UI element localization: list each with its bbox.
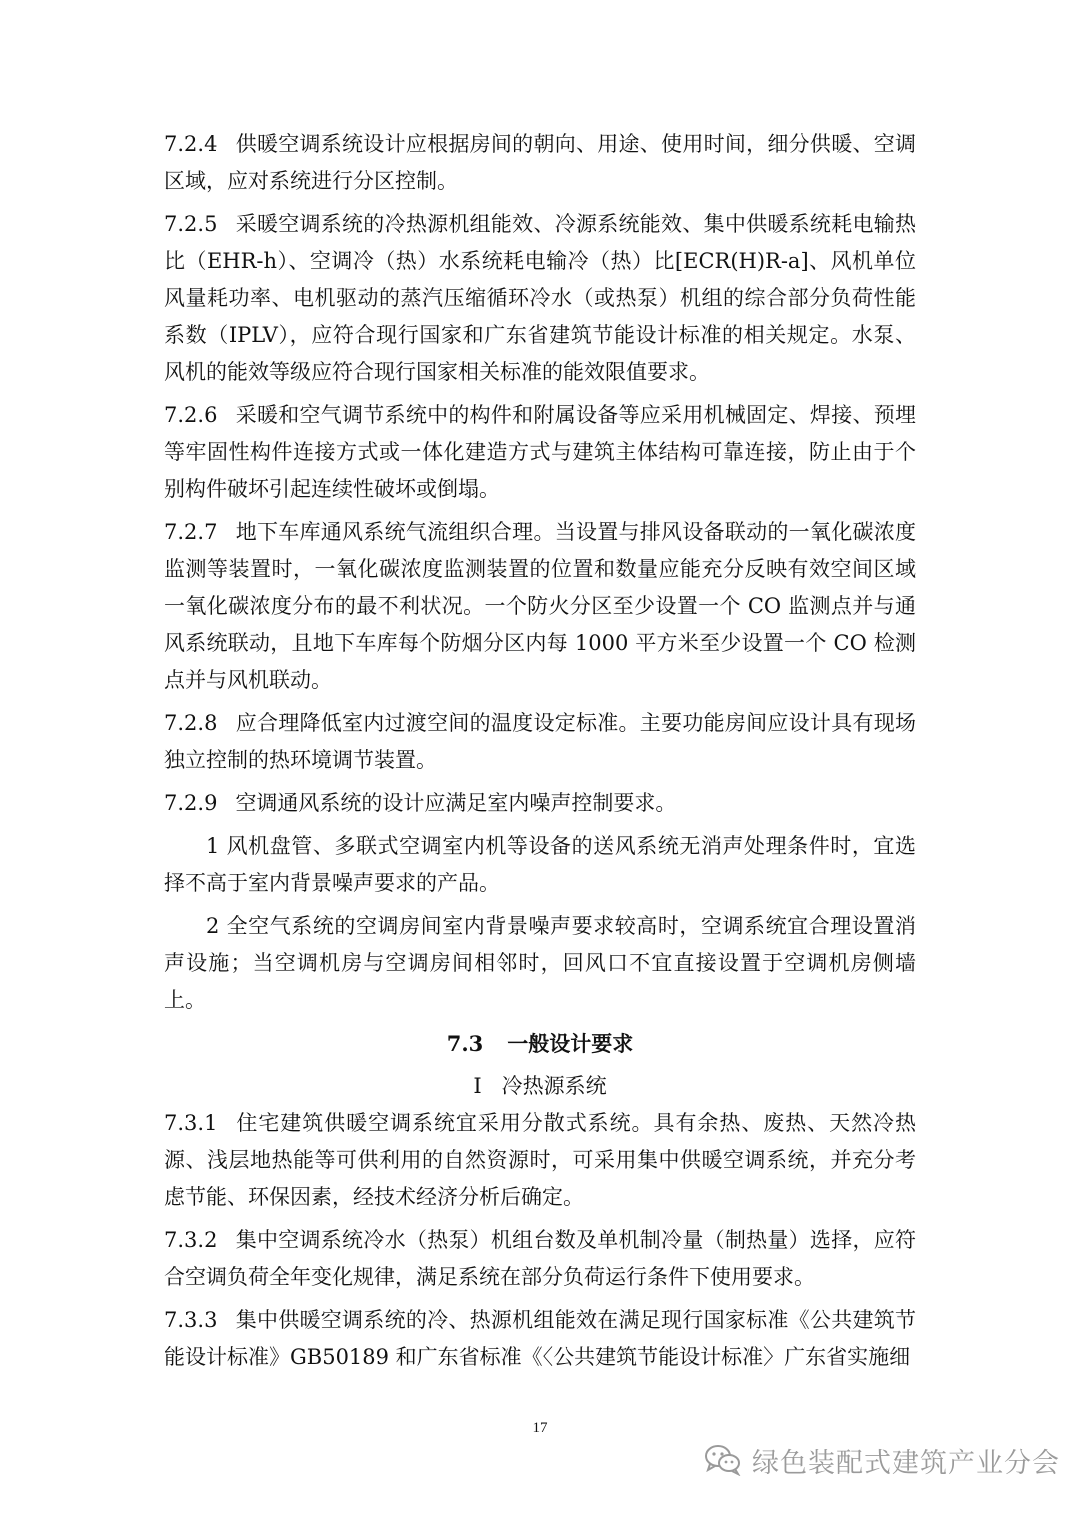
clause-number: 7.2.4: [164, 132, 218, 156]
wechat-icon: [704, 1444, 742, 1476]
subsection-title: 冷热源系统: [501, 1074, 607, 1098]
list-item-1: 1 风机盘管、多联式空调室内机等设备的送风系统无消声处理条件时，宜选择不高于室内背景噪声要求的产品。: [164, 834, 916, 895]
clause-number: 7.2.6: [164, 403, 218, 427]
clause-number: 7.2.9: [164, 791, 218, 815]
clause-7-3-1: [164, 1105, 916, 1216]
clause-7-2-5: [164, 206, 916, 391]
clause-7-3-3: [164, 1302, 916, 1376]
clause-text: 集中空调系统冷水（热泵）机组台数及单机制冷量（制热量）选择，应符合空调负荷全年变化规律，满足系统在部分负荷运行条件下使用要求。: [164, 1228, 916, 1289]
clause-number: 7.3.2: [164, 1228, 218, 1252]
section-title: 一般设计要求: [507, 1031, 634, 1056]
clause-7-2-8: [164, 705, 916, 779]
clause-7-2-4: [164, 126, 916, 200]
watermark-text: 绿色装配式建筑产业分会: [752, 1447, 1060, 1479]
subsection-heading: [164, 1068, 916, 1105]
clause-7-2-9: [164, 785, 916, 822]
section-number: 7.3: [446, 1031, 484, 1056]
clause-number: 7.3.1: [164, 1111, 218, 1135]
subsection-number: Ⅰ: [473, 1074, 482, 1098]
section-heading: [164, 1025, 916, 1062]
clause-7-3-2: [164, 1222, 916, 1296]
clause-text: 空调通风系统的设计应满足室内噪声控制要求。: [235, 791, 677, 815]
clause-number: 7.2.5: [164, 212, 218, 236]
clause-text: 地下车库通风系统气流组织合理。当设置与排风设备联动的一氧化碳浓度监测等装置时，一氧化碳浓度监测装置的位置和数量应能充分反映有效空间区域一氧化碳浓度分布的最不利状况。一个防火分区至少设置一个 CO 监测点并与通风系统联动，且地下车库每个防烟分区内每 1000 平方米至少设置一个 CO 检测点并与风机联动。: [164, 520, 916, 692]
clause-7-2-6: [164, 397, 916, 508]
list-item-2: 2 全空气系统的空调房间室内背景噪声要求较高时，空调系统宜合理设置消声设施；当空调机房与空调房间相邻时，回风口不宜直接设置于空调机房侧墙上。: [164, 914, 916, 1012]
clause-number: 7.3.3: [164, 1308, 218, 1332]
clause-7-2-7: [164, 514, 916, 699]
clause-text: 采暖和空气调节系统中的构件和附属设备等应采用机械固定、焊接、预埋等牢固性构件连接方式或一体化建造方式与建筑主体结构可靠连接，防止由于个别构件破坏引起连续性破坏或倒塌。: [164, 403, 916, 501]
clause-text: 供暖空调系统设计应根据房间的朝向、用途、使用时间，细分供暖、空调区域，应对系统进行分区控制。: [164, 132, 916, 193]
page-number: 17: [532, 1420, 548, 1436]
clause-text: 集中供暖空调系统的冷、热源机组能效在满足现行国家标准《公共建筑节能设计标准》GB50189 和广东省标准《〈公共建筑节能设计标准〉广东省实施细: [164, 1308, 916, 1369]
clause-text: 应合理降低室内过渡空间的温度设定标准。主要功能房间应设计具有现场独立控制的热环境调节装置。: [164, 711, 916, 772]
clause-number: 7.2.8: [164, 711, 218, 735]
document-body: [164, 126, 916, 1376]
clause-text: 采暖空调系统的冷热源机组能效、冷源系统能效、集中供暖系统耗电输热比（EHR-h）、空调冷（热）水系统耗电输冷（热）比[ECR(H)R-a]、风机单位风量耗功率、电机驱动的蒸汽压缩循环冷水（或热泵）机组的综合部分负荷性能系数（IPLV），应符合现行国家和广东省建筑节能设计标准的相关规定。水泵、风机的能效等级应符合现行国家相关标准的能效限值要求。: [164, 212, 916, 384]
clause-text: 住宅建筑供暖空调系统宜采用分散式系统。具有余热、废热、天然冷热源、浅层地热能等可供利用的自然资源时，可采用集中供暖空调系统，并充分考虑节能、环保因素，经技术经济分析后确定。: [164, 1111, 916, 1209]
clause-number: 7.2.7: [164, 520, 218, 544]
watermark: [704, 1440, 1060, 1480]
